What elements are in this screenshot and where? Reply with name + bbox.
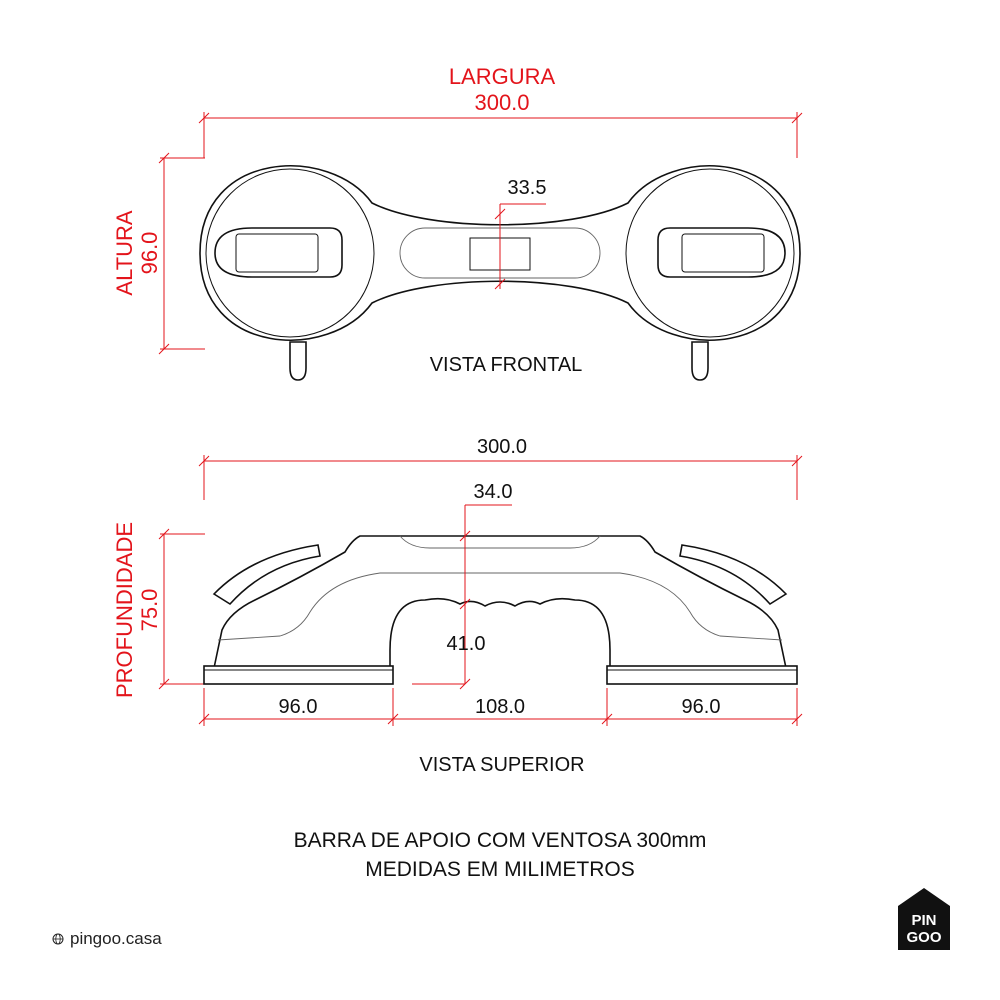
website-credit[interactable] [52,929,162,949]
front-height-value: 96.0 [137,231,162,275]
top-grip-value: 34.0 [473,481,513,503]
left-release-tab [290,342,306,380]
right-release-tab [692,342,708,380]
caption-line-1: BARRA DE APOIO COM VENTOSA 300mm [293,829,707,852]
top-depth-dimension [159,529,205,689]
left-base-value: 96.0 [278,696,318,718]
front-center-value: 33.5 [507,177,547,199]
logo-text-line-2: GOO [906,929,942,946]
top-depth-label: PROFUNDIDADE [112,521,137,699]
right-suction-base [607,666,797,684]
drawing-caption [0,826,1000,884]
front-height-label: ALTURA [112,210,137,296]
middle-gap-value: 108.0 [474,696,526,718]
top-depth-value: 75.0 [137,588,162,632]
globe-icon [52,933,64,945]
top-view-title: VISTA SUPERIOR [419,754,585,776]
left-suction-base [204,666,393,684]
right-lock-lever [658,228,785,277]
front-view [112,64,802,380]
front-height-dimension [159,153,205,354]
front-width-value: 300.0 [474,90,530,115]
front-width-label: LARGURA [448,64,556,89]
logo-text-line-1: PIN [911,912,937,929]
house-logo-icon [898,888,950,950]
right-base-value: 96.0 [681,696,721,718]
top-view [112,436,802,776]
website-text[interactable]: pingoo.casa [70,929,162,948]
top-arch-value: 41.0 [446,633,486,655]
front-width-dimension [199,112,802,158]
left-lock-lever [215,228,342,277]
top-width-value: 300.0 [476,436,528,458]
caption-line-2: MEDIDAS EM MILIMETROS [365,858,635,881]
front-view-title: VISTA FRONTAL [429,354,583,376]
